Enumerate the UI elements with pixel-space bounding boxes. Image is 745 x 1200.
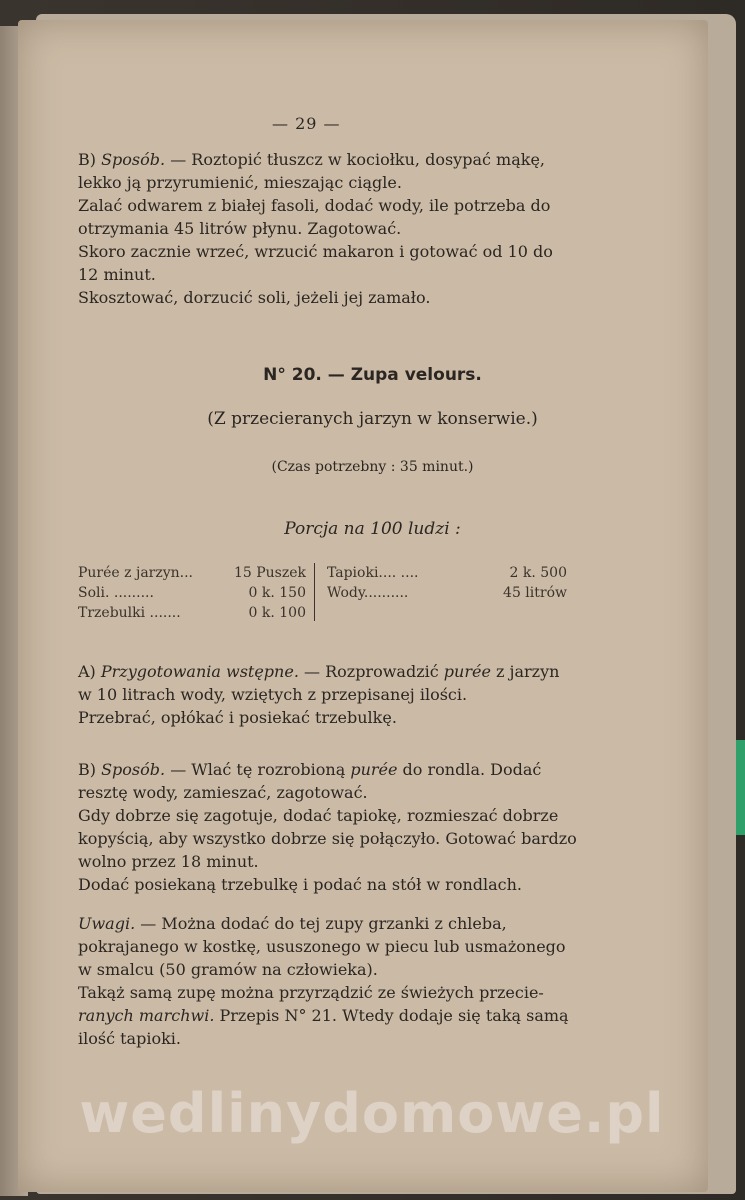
ingredient-name: Wody.......... — [327, 585, 409, 601]
ingredient-amount: 45 litrów — [503, 585, 567, 601]
time-note: (Czas potrzebny : 35 minut.) — [271, 459, 474, 475]
paragraph-text: Takąż samą zupę można przyrządzić ze świeżych przecie- — [78, 983, 544, 1002]
section-top — [78, 148, 578, 309]
section-a — [78, 660, 578, 729]
ingredient-amount: 15 Puszek — [233, 565, 306, 581]
ingredient-name: Tapioki.... .... — [327, 565, 419, 581]
ingredient-row — [78, 563, 306, 583]
recipe-subtitle: (Z przecieranych jarzyn w konserwie.) — [207, 409, 538, 429]
paragraph — [78, 660, 578, 706]
section-label-italic: Sposób. — [101, 150, 166, 169]
ingredient-amount: 0 k. 150 — [248, 585, 306, 601]
paragraph: Skosztować, dorzucić soli, jeżeli jej zamało. — [78, 288, 431, 307]
ingredients-right-column — [314, 563, 567, 621]
ingredient-name: Purée z jarzyn... — [78, 565, 194, 581]
watermark: wedlinydomowe.pl — [79, 1082, 665, 1145]
paragraph — [78, 758, 578, 804]
paragraph: Skoro zacznie wrzeć, wrzucić makaron i gotować od 10 do 12 minut. — [78, 242, 553, 284]
ingredient-row — [78, 583, 306, 603]
section-label: A) — [78, 662, 101, 681]
notes-section — [78, 912, 578, 1050]
portion-line: Porcja na 100 ludzi : — [284, 519, 461, 539]
ingredient-row — [78, 603, 306, 623]
ingredient-name: Trzebulki ....... — [78, 605, 181, 621]
paragraph — [78, 912, 578, 981]
page-number: — 29 — — [272, 114, 341, 133]
paragraph-text: — Rozprowadzić — [298, 662, 444, 681]
ingredient-row — [327, 563, 567, 583]
section-label: B) — [78, 760, 102, 779]
paragraph-text: Przepis N° 21. Wtedy dodaje się taką samą ilość tapioki. — [78, 1006, 569, 1048]
ingredient-name: Soli. ......... — [78, 585, 154, 601]
paragraph-text: do rondla. Dodać resztę wody, zamieszać, zagotować. — [78, 760, 542, 802]
ingredient-amount: 0 k. 100 — [248, 605, 306, 621]
paragraph-text: — Wlać tę rozrobioną — [165, 760, 351, 779]
paragraph-text-italic: ranych marchwi. — [78, 1006, 215, 1025]
paragraph: Zalać odwarem z białej fasoli, dodać wody, ile potrzeba do otrzymania 45 litrów płynu. Zagotować. — [78, 196, 551, 238]
recipe-title: N° 20. — Zupa velours. — [263, 365, 482, 385]
paragraph-text: — Roztopić tłuszcz w kociołku, dosypać mąkę, lekko ją przyrumienić, mieszając ciągle. — [78, 150, 545, 192]
paragraph-text: z jarzyn w 10 litrach wody, wziętych z przepisanej ilości. — [78, 662, 560, 704]
notes-label: Uwagi. — [78, 914, 136, 933]
section-label-italic: Sposób. — [101, 760, 166, 779]
section-b — [78, 758, 578, 896]
paragraph — [78, 148, 578, 194]
paragraph: Dodać posiekaną trzebulkę i podać na stół w rondlach. — [78, 875, 523, 894]
paragraph-text-italic: purée — [350, 760, 398, 779]
paragraph: Gdy dobrze się zagotuje, dodać tapiokę, rozmieszać dobrze kopyścią, aby wszystko dobrze się połączyło. Gotować bardzo wolno przez 18 minut. — [78, 806, 577, 871]
ingredients-left-column — [78, 563, 306, 623]
paragraph-text-italic: purée — [443, 662, 491, 681]
paragraph-text: — Można dodać do tej zupy grzanki z chleba, pokrajanego w kostkę, ususzonego w piecu lub usmażonego w smalcu (50 gramów na człowieka). — [78, 914, 566, 979]
section-label: B) — [78, 150, 102, 169]
paragraph: Przebrać, opłókać i posiekać trzebulkę. — [78, 708, 397, 727]
ingredient-amount: 2 k. 500 — [509, 565, 567, 581]
paragraph — [78, 981, 578, 1050]
section-label-italic: Przygotowania wstępne. — [100, 662, 299, 681]
ingredient-row — [327, 583, 567, 603]
